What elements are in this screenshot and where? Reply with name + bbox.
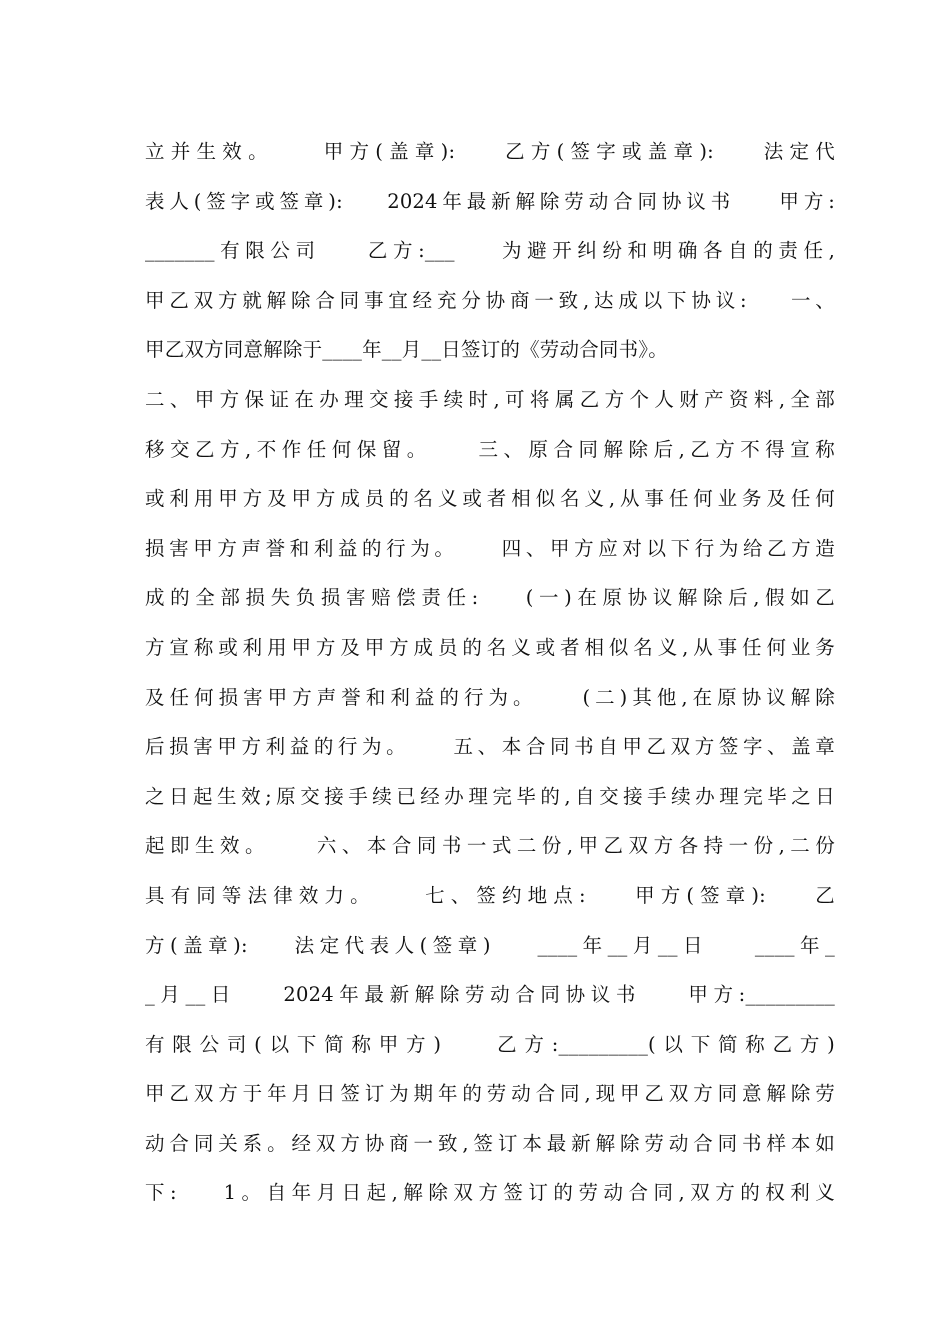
text-line: 成的全部损失负损害赔偿责任: (一)在原协议解除后,假如乙 <box>145 586 835 610</box>
text-line: 甲乙双方于年月日签订为期年的劳动合同,现甲乙双方同意解除劳 <box>145 1082 835 1106</box>
text-line: 后损害甲方利益的行为。 五、本合同书自甲乙双方签字、盖章 <box>145 735 835 759</box>
text-line: 之日起生效;原交接手续已经办理完毕的,自交接手续办理完毕之日 <box>145 784 835 808</box>
text-line: _月__日 2024年最新解除劳动合同协议书 甲方:_________ <box>145 983 835 1007</box>
text-line: 方(盖章): 法定代表人(签章) ____年__月__日 ____年_ <box>145 933 835 957</box>
text-line: 方宣称或利用甲方及甲方成员的名义或者相似名义,从事任何业务 <box>145 635 835 659</box>
text-line: 起即生效。 六、本合同书一式二份,甲乙双方各持一份,二份 <box>145 834 835 858</box>
text-line: 甲乙双方同意解除于____年__月__日签订的《劳动合同书》。 <box>145 338 668 362</box>
text-line: 及任何损害甲方声誉和利益的行为。 (二)其他,在原协议解除 <box>145 685 835 709</box>
text-line: 移交乙方,不作任何保留。 三、原合同解除后,乙方不得宣称 <box>145 437 835 461</box>
text-line: 下: 1。自年月日起,解除双方签订的劳动合同,双方的权利义 <box>145 1181 835 1205</box>
text-line: 甲乙双方就解除合同事宜经充分协商一致,达成以下协议: 一、 <box>145 288 835 312</box>
text-line: 表人(签字或签章): 2024年最新解除劳动合同协议书 甲方: <box>145 189 835 213</box>
text-line: 有限公司(以下简称甲方) 乙方:_________(以下简称乙方) <box>145 1032 835 1056</box>
text-line: 二、甲方保证在办理交接手续时,可将属乙方个人财产资料,全部 <box>145 387 835 411</box>
document-body <box>145 132 835 1223</box>
text-line: 具有同等法律效力。 七、签约地点: 甲方(签章): 乙 <box>145 883 835 907</box>
text-line: 动合同关系。经双方协商一致,签订本最新解除劳动合同书样本如 <box>145 1131 835 1155</box>
text-line: 或利用甲方及甲方成员的名义或者相似名义,从事任何业务及任何 <box>145 487 835 511</box>
text-line: 损害甲方声誉和利益的行为。 四、甲方应对以下行为给乙方造 <box>145 536 835 560</box>
text-line: 立并生效。 甲方(盖章): 乙方(签字或盖章): 法定代 <box>145 140 835 163</box>
text-line: _______有限公司 乙方:___ 为避开纠纷和明确各自的责任, <box>145 239 835 263</box>
